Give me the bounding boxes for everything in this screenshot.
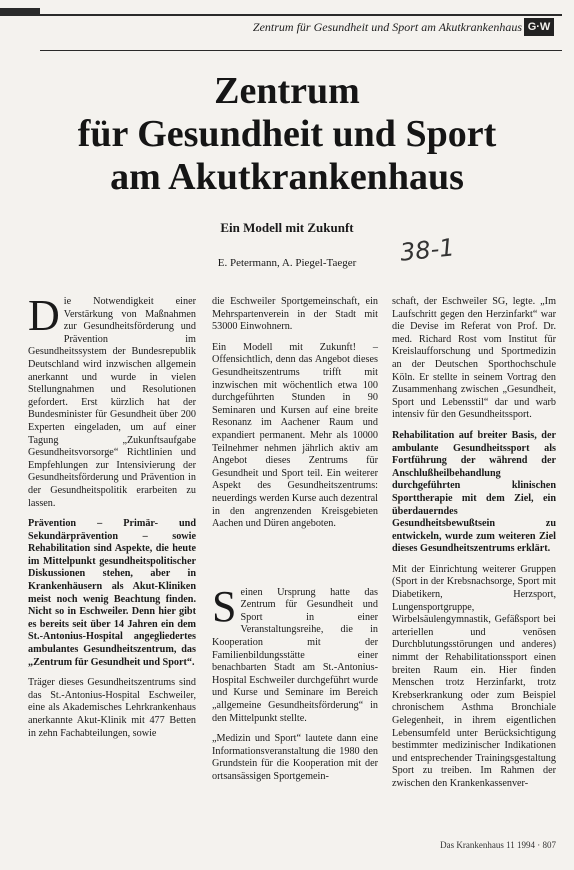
paragraph: Träger dieses Gesundheitszentrums sind das St.-Antonius-Hospital Eschweiler, eine als Akademisches Lehrkrankenhaus anerkannte Akut-Klinik mit 477 Betten in zehn Fachabteilungen, sowie xyxy=(28,677,196,739)
paragraph: Mit der Einrichtung weiterer Gruppen (Sport in der Krebsnachsorge, Sport mit Diabetikern, Herzsport, Lungensportgruppe, Wirbelsäulengymnastik, Gefäßsport bei arteriellen und venösen Durchblutungsstörungen und anderes) nimmt der Rehabilitationssport einen breiten Raum ein. Hier finden Menschen trotz Herzinfarkt, trotz Krebserkrankung oder zum Beispiel chronischem Asthma Bronchiale Gelegenheit, in ihrem eigentlichen Lebensumfeld unter Berücksichtigung bestimmter medizinischer Indikationen und entsprechender Trainingsgestaltung Sport zu treiben. Im Rahmen der zwischen den Krankenkassenver- xyxy=(392,563,556,789)
handwritten-note: 38-1 xyxy=(398,233,456,267)
paragraph: Ein Modell mit Zukunft! – Offensichtlich, denn das Angebot dieses Gesundheitszentrums trifft mit inzwischen mit wöchentlich etwa 100 durchgeführten Stunden in 90 Seminaren und Kursen auf eine breite Resonanz im Aachener Raum und expandiert permanent. Mehr als 10000 Teilnehmer nehmen jährlich aktiv am Angebot dieses Zentrums für Gesundheit und Sport teil. Ein weiterer Aspekt des Gesundheitszentrums: neuerdings werden Kurse auch dezentral in den angrenzenden Kreisgebieten Aachen und Düren angeboten. xyxy=(212,341,378,530)
title-line-2: für Gesundheit und Sport xyxy=(77,113,497,155)
paragraph xyxy=(28,291,196,510)
title-line-1: Zentrum xyxy=(214,70,360,112)
article-authors: E. Petermann, A. Piegel-Taeger xyxy=(217,257,357,269)
column-gap xyxy=(212,539,378,587)
paragraph-text: einen Ursprung hatte das Zentrum für Gesundheit und Sport in einer Veranstaltungsreihe, die in Kooperation mit der Familienbildungsstätte einer benachbarten Stadt am St.-Antonius-Hospital Eschweiler durchgeführt wurde und Kurse und Seminare im Bereich „allgemeine Gesundheitsförderung“ in den Mittelpunkt stellte. xyxy=(212,586,378,724)
text-column-3 xyxy=(392,296,556,799)
paragraph: die Eschweiler Sportgemeinschaft, ein Mehrspartenverein in der Stadt mit 53000 Einwohnern. xyxy=(212,296,378,333)
article-subtitle: Ein Modell mit Zukunft xyxy=(220,220,354,235)
paragraph-bold: Prävention – Primär- und Sekundärprävention – sowie Rehabilitation sind Aspekte, die heute im Mittelpunkt gesundheitspolitischer Diskussionen stehen, aber in Krankenhäusern als Akut-Kliniken meist noch wenig Beachtung finden. Nicht so in Eschweiler. Denn hier gibt es bereits seit über 14 Jahren ein dem St.-Antonius-Hospital angegliedertes ambulantes Gesundheitszentrum, das „Zentrum für Gesundheit und Sport“. xyxy=(28,518,196,668)
title-line-3: am Akutkrankenhaus xyxy=(110,156,464,198)
article-title xyxy=(0,70,574,199)
text-column-1 xyxy=(28,291,196,748)
paragraph: schaft, der Eschweiler SG, legte. „Im Laufschritt gegen den Herzinfarkt“ war die Devise im Referat von Prof. Dr. med. Richard Rost vom Institut für Kreislaufforschung und Sportmedizin an der Deutschen Sporthochschule Köln. Er stellte in seinem Vortrag den Zusammenhang zwischen „Gesundheit, Sport und Lebensstil“ dar und warb intensiv für den Gesundheitssport. xyxy=(392,296,556,421)
text-column-2 xyxy=(212,296,378,792)
drop-cap: D xyxy=(28,291,60,340)
corner-mark xyxy=(0,8,40,16)
drop-cap: S xyxy=(212,581,237,631)
page-footer: Das Krankenhaus 11 1994 · 807 xyxy=(440,840,556,850)
paragraph: „Medizin und Sport“ lautete dann eine Informationsveranstaltung die 1980 den Grundstein für die Kooperation mit der ortsansässigen Sportgemein- xyxy=(212,733,378,782)
running-title: Zentrum für Gesundheit und Sport am Akutkrankenhaus xyxy=(252,20,522,34)
paragraph xyxy=(212,581,378,726)
paragraph-bold: Rehabilitation auf breiter Basis, der ambulante Gesundheitssport als Fortführung der während der Anschlußheilbehandlung durchgeführten klinischen Sporttherapie mit dem Ziel, ein überdauerndes Gesundheitsbewußtsein zu entwickeln, wurde zum weiteren Ziel dieses Gesundheitszentrums erklärt. xyxy=(392,429,556,555)
journal-logo-icon: G·W xyxy=(524,18,554,36)
paragraph-text: ie Notwendigkeit einer Verstärkung von Maßnahmen zur Gesundheitsförderung und Prävention im Gesundheitssystem der Bundesrepublik Deutschland wird inzwischen allgemein anerkannt und wurde in vielen Stellungnahmen und Resolutionen gefordert. Erst kürzlich hat der Bundesminister für Gesundheit über 200 Experten eingeladen, um auf einer Tagung „Zukunftsaufgabe Gesundheitsvorsorge“ Richtlinien und Empfehlungen zur Intensivierung der Gesundheitsförderung und Prävention in der Gesundheitspolitik erarbeiten zu lassen. xyxy=(28,296,196,509)
